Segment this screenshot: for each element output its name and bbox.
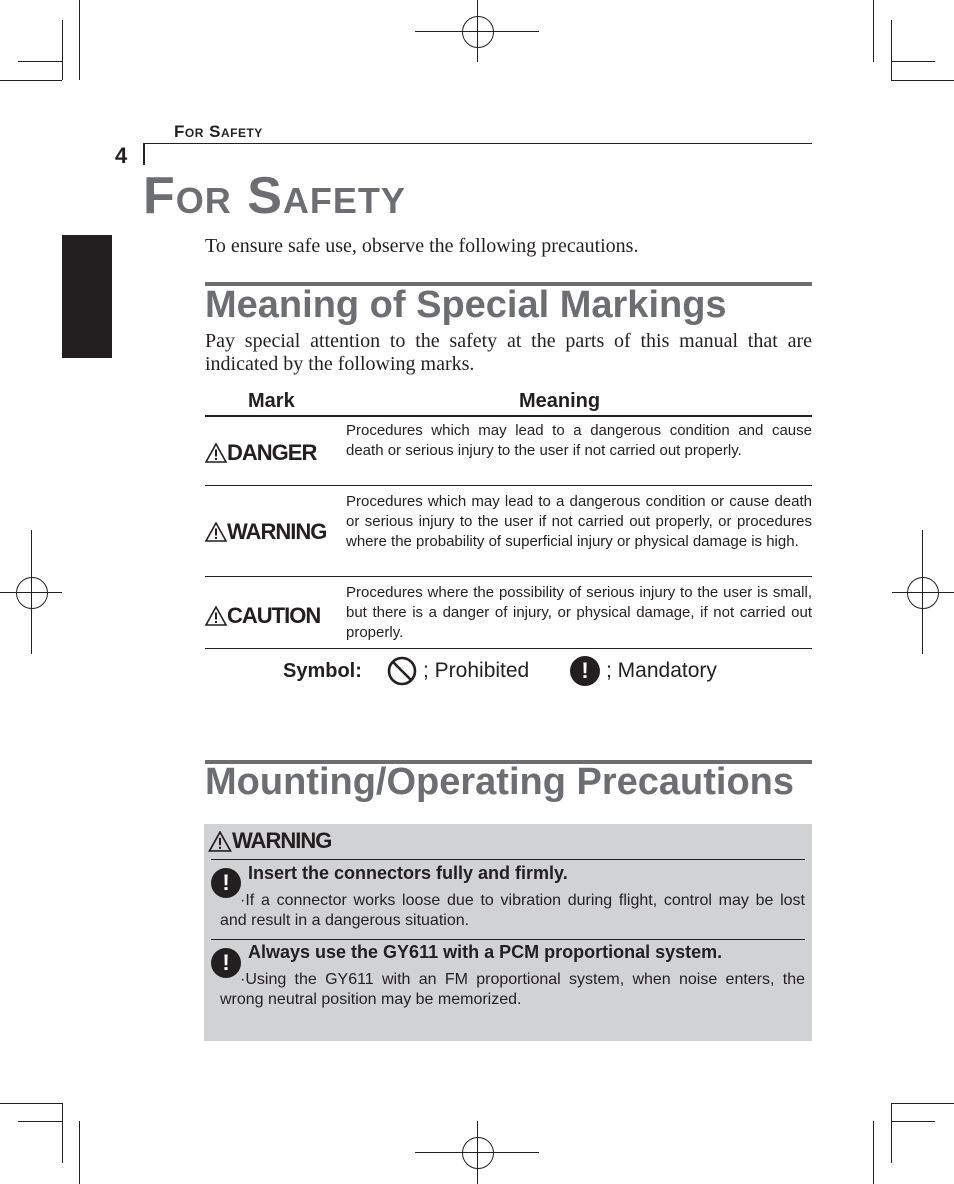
mandatory-text: ; Mandatory (606, 659, 717, 682)
header-tick (143, 143, 145, 165)
table-rule (205, 485, 812, 486)
warning-triangle-icon (205, 606, 227, 626)
running-header: For Safety (174, 122, 263, 141)
warning-label: WARNING (227, 519, 327, 544)
prohibited-icon (387, 656, 417, 686)
warning-meaning: Procedures which may lead to a dangerous condition or cause death or serious injury to the user if not carried out properly, or procedures where the probability of superficial injury or physical damage is high. (346, 493, 812, 550)
item-text: ·Using the GY611 with an FM proportional system, when noise enters, the wrong neutral position may be memorized. (220, 971, 805, 1008)
warning-triangle-icon (205, 522, 227, 542)
table-rule (205, 648, 812, 649)
danger-meaning: Procedures which may lead to a dangerous condition and cause death or serious injury to the user if not carried out properly. (346, 422, 812, 459)
item-rule (211, 859, 805, 860)
mandatory-icon: ! (570, 656, 600, 686)
section-heading: Meaning of Special Markings (205, 284, 727, 326)
col-header-meaning: Meaning (519, 390, 601, 412)
intro-text: To ensure safe use, observe the following precautions. (205, 235, 639, 257)
mandatory-icon: ! (211, 868, 241, 898)
page-title: For Safety (143, 167, 406, 225)
side-tab (62, 235, 112, 358)
caution-mark (205, 603, 320, 629)
caution-label: CAUTION (227, 603, 321, 628)
mandatory-icon: ! (211, 948, 241, 978)
section-heading: Mounting/Operating Precautions (205, 761, 795, 803)
item-title: Always use the GY611 with a PCM proportional system. (248, 942, 723, 962)
warning-triangle-icon (205, 443, 227, 463)
symbol-label: Symbol: (283, 660, 362, 682)
page-number: 4 (115, 143, 128, 168)
item-text: ·If a connector works loose due to vibration during flight, control may be lost and result in a dangerous situation. (220, 892, 805, 929)
warning-box (204, 824, 812, 1041)
section-text: Pay special attention to the safety at the parts of this manual that are indicated by the following marks. (205, 330, 812, 375)
prohibited-text: ; Prohibited (423, 659, 530, 682)
caution-meaning: Procedures where the possibility of serious injury to the user is small, but there is a danger of injury, or physical damage, if not carried out properly. (346, 584, 812, 641)
danger-mark (205, 440, 316, 466)
item-title: Insert the connectors fully and firmly. (248, 863, 568, 883)
table-rule (205, 576, 812, 577)
item-rule (211, 939, 805, 940)
header-rule (143, 143, 812, 144)
danger-label: DANGER (227, 440, 317, 465)
table-rule (205, 415, 812, 417)
warning-mark (205, 519, 326, 545)
warning-box-header (208, 828, 331, 854)
warning-box-label: WARNING (232, 828, 332, 853)
col-header-mark: Mark (248, 390, 295, 412)
warning-triangle-icon (208, 831, 232, 852)
